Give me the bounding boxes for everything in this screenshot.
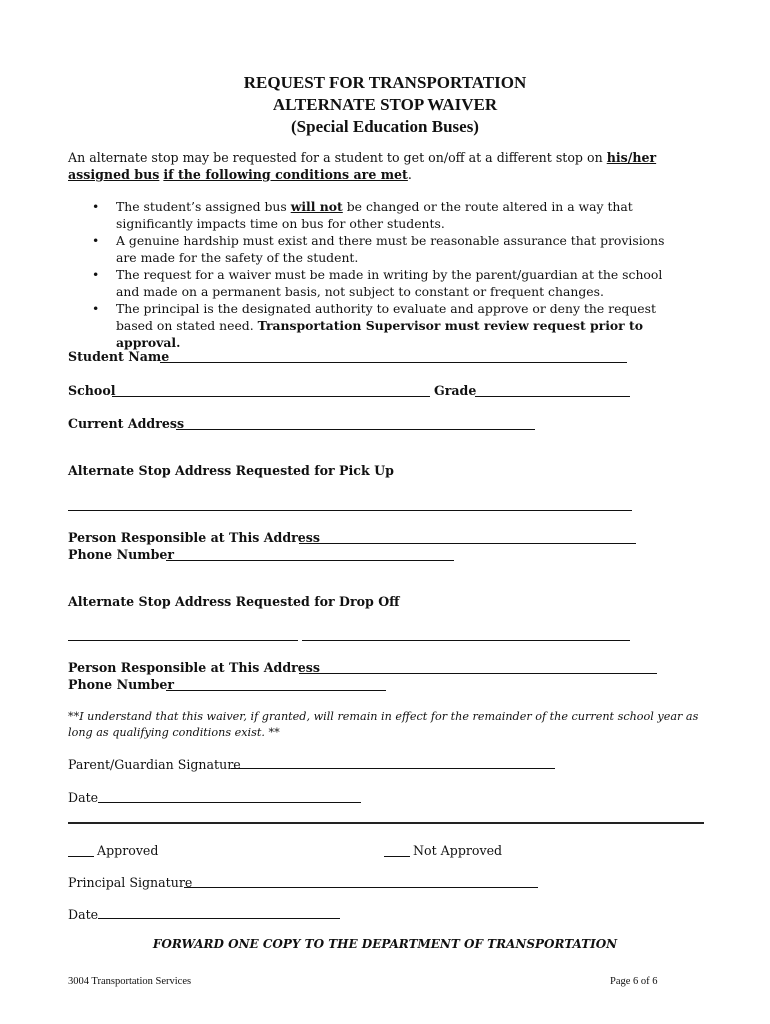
dropoff-phone-label: Phone Number bbox=[68, 677, 175, 692]
waiver-note: **I understand that this waiver, if granted, will remain in effect for the remainder of the current school year as long as qualifying conditions exist. ** bbox=[68, 710, 699, 739]
approved-label: Approved bbox=[97, 843, 159, 858]
condition-emphasis: Transportation Supervisor must review request prior to approval. bbox=[116, 318, 644, 350]
form-title-line3: (Special Education Buses) bbox=[291, 117, 479, 136]
dropoff-address-heading: Alternate Stop Address Requested for Drop Off bbox=[68, 594, 400, 609]
current-address-field[interactable] bbox=[176, 429, 535, 430]
condition-emphasis: will not bbox=[290, 199, 343, 214]
forward-notice: FORWARD ONE COPY TO THE DEPARTMENT OF TRANSPORTATION bbox=[152, 937, 618, 951]
bullet-icon: • bbox=[92, 301, 100, 316]
pickup-address-heading: Alternate Stop Address Requested for Pick Up bbox=[68, 463, 394, 478]
dropoff-address-field-part2[interactable] bbox=[302, 640, 630, 641]
school-label: School bbox=[68, 383, 116, 398]
intro-emphasis-conditions: if the following conditions are met bbox=[163, 167, 408, 182]
bullet-icon: • bbox=[92, 233, 100, 248]
student-name-label: Student Name bbox=[68, 349, 170, 364]
guardian-date-field[interactable] bbox=[98, 802, 361, 803]
dropoff-address-field-part1[interactable] bbox=[68, 640, 298, 641]
bullet-icon: • bbox=[92, 267, 100, 282]
condition-text: The student’s assigned bus bbox=[116, 199, 291, 214]
principal-date-label: Date bbox=[68, 907, 99, 922]
bullet-icon: • bbox=[92, 199, 100, 214]
principal-date-field[interactable] bbox=[98, 918, 340, 919]
footer-department: 3004 Transportation Services bbox=[68, 976, 192, 987]
conditions-list bbox=[68, 198, 688, 351]
dropoff-person-label: Person Responsible at This Address bbox=[68, 660, 320, 675]
guardian-signature-label: Parent/Guardian Signature bbox=[68, 757, 241, 772]
condition-text: The principal is the designated authority to evaluate and approve or deny the request based on stated need. bbox=[116, 301, 656, 333]
condition-item bbox=[68, 198, 688, 232]
approved-checkbox-line[interactable] bbox=[68, 856, 94, 857]
form-title-line2: ALTERNATE STOP WAIVER bbox=[272, 95, 498, 114]
condition-text: A genuine hardship must exist and there must be reasonable assurance that provisions are made for the safety of the student. bbox=[116, 233, 665, 265]
condition-item bbox=[68, 266, 688, 300]
guardian-date-label: Date bbox=[68, 790, 99, 805]
guardian-signature-field[interactable] bbox=[231, 768, 555, 769]
section-divider bbox=[68, 822, 704, 824]
grade-label: Grade bbox=[434, 383, 477, 398]
dropoff-phone-field[interactable] bbox=[166, 690, 386, 691]
student-name-field[interactable] bbox=[160, 362, 627, 363]
pickup-phone-label: Phone Number bbox=[68, 547, 175, 562]
pickup-phone-field[interactable] bbox=[166, 560, 454, 561]
condition-item bbox=[68, 232, 688, 266]
pickup-address-field[interactable] bbox=[68, 510, 632, 511]
form-title-line1: REQUEST FOR TRANSPORTATION bbox=[243, 73, 527, 92]
grade-field[interactable] bbox=[475, 396, 630, 397]
pickup-person-label: Person Responsible at This Address bbox=[68, 530, 320, 545]
intro-text: An alternate stop may be requested for a student to get on/off at a different stop on bbox=[68, 150, 607, 165]
intro-period: . bbox=[407, 167, 412, 182]
principal-signature-label: Principal Signature bbox=[68, 875, 193, 890]
condition-text: The request for a waiver must be made in writing by the parent/guardian at the school and made on a permanent basis, not subject to constant or frequent changes. bbox=[116, 267, 663, 299]
intro-paragraph bbox=[68, 149, 708, 183]
dropoff-person-field[interactable] bbox=[299, 673, 657, 674]
not-approved-checkbox-line[interactable] bbox=[384, 856, 410, 857]
condition-text: be changed or the route altered in a way that significantly impacts time on bus for other students. bbox=[116, 199, 633, 231]
principal-signature-field[interactable] bbox=[184, 887, 538, 888]
not-approved-label: Not Approved bbox=[413, 843, 503, 858]
school-field[interactable] bbox=[112, 396, 430, 397]
footer-page-number: Page 6 of 6 bbox=[610, 976, 658, 987]
intro-emphasis-bus: his/her assigned bus bbox=[68, 150, 657, 182]
condition-item bbox=[68, 300, 688, 351]
pickup-person-field[interactable] bbox=[299, 543, 636, 544]
current-address-label: Current Address bbox=[68, 416, 185, 431]
